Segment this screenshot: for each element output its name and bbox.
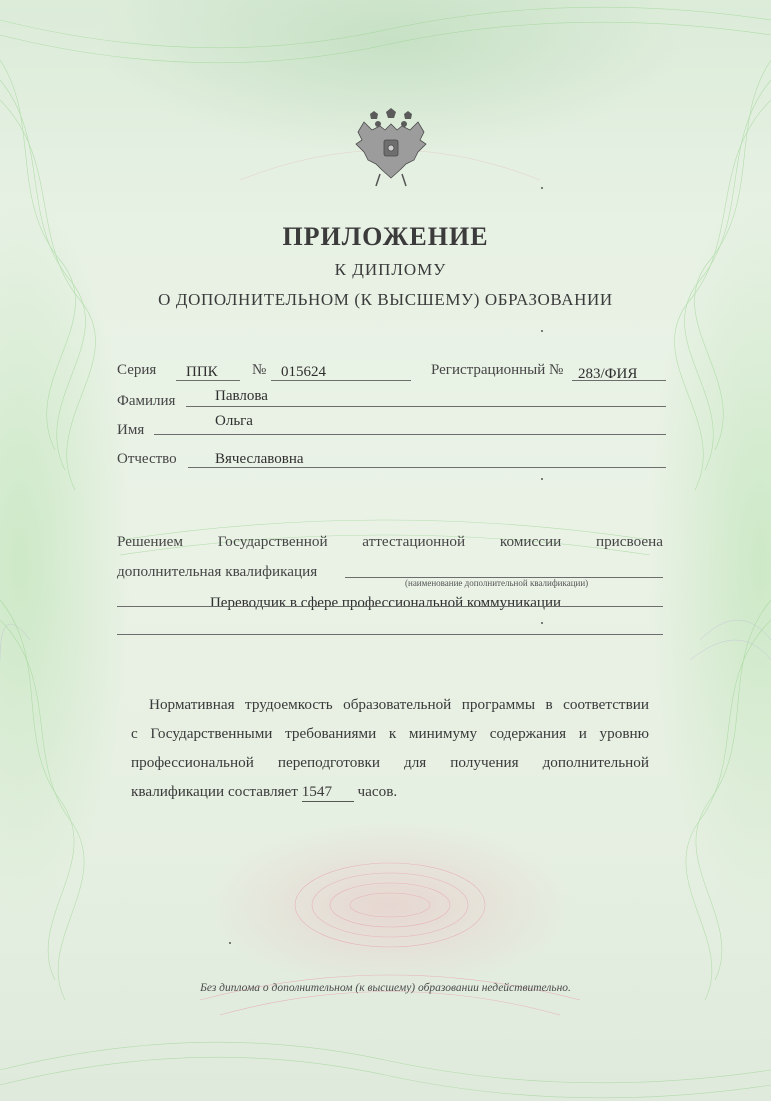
speck	[541, 622, 543, 624]
document-subtitle: К ДИПЛОМУ	[334, 260, 447, 279]
name-underline	[154, 434, 666, 435]
patronymic-value: Вячеславовна	[215, 451, 304, 467]
workload-paragraph	[131, 690, 649, 806]
registration-value: 283/ФИЯ	[578, 366, 638, 382]
series-underline	[176, 380, 240, 381]
qualification-value: Переводчик в сфере профессиональной коммуникации	[209, 595, 562, 611]
surname-label: Фамилия	[117, 393, 176, 409]
patronymic-underline	[188, 467, 666, 468]
speck	[541, 478, 543, 480]
workload-line-4-start: квалификации составляет	[131, 783, 298, 800]
registration-label: Регистрационный №	[431, 362, 564, 378]
number-label: №	[252, 362, 267, 378]
speck	[541, 187, 543, 189]
document-title: ПРИЛОЖЕНИЕ	[282, 222, 489, 251]
qualification-hint: (наименование дополнительной квалификации)	[405, 578, 589, 588]
speck	[541, 330, 543, 332]
surname-underline	[186, 406, 666, 407]
workload-line-4-end: часов.	[357, 783, 398, 800]
validity-note: Без диплома о дополнительном (к высшему) образовании недействительно.	[200, 982, 571, 994]
coat-of-arms-icon	[350, 108, 432, 188]
name-value: Ольга	[215, 413, 253, 429]
workload-line-4	[131, 777, 649, 806]
decision-text: Решением Государственной аттестационной комиссии присвоена	[117, 533, 663, 550]
patronymic-label: Отчество	[117, 451, 177, 467]
number-underline	[271, 380, 411, 381]
name-label: Имя	[117, 422, 145, 438]
speck	[229, 942, 231, 944]
hours-value: 1547	[302, 783, 354, 802]
workload-line-3: профессиональной переподготовки для получения дополнительной	[131, 754, 649, 771]
qualification-underline-2	[117, 606, 663, 607]
registration-underline	[572, 380, 666, 381]
qualification-underline-3	[117, 634, 663, 635]
number-value: 015624	[281, 364, 326, 380]
series-value: ППК	[186, 364, 218, 380]
workload-line-2: с Государственными требованиями к минимуму содержания и уровню	[131, 725, 649, 742]
workload-line-1: Нормативная трудоемкость образовательной программы в соответствии	[149, 696, 649, 713]
document-subtitle-2: О ДОПОЛНИТЕЛЬНОМ (К ВЫСШЕМУ) ОБРАЗОВАНИИ	[158, 290, 613, 309]
surname-value: Павлова	[215, 388, 268, 404]
series-label: Серия	[117, 362, 157, 378]
qualification-label: дополнительная квалификация	[117, 563, 318, 580]
